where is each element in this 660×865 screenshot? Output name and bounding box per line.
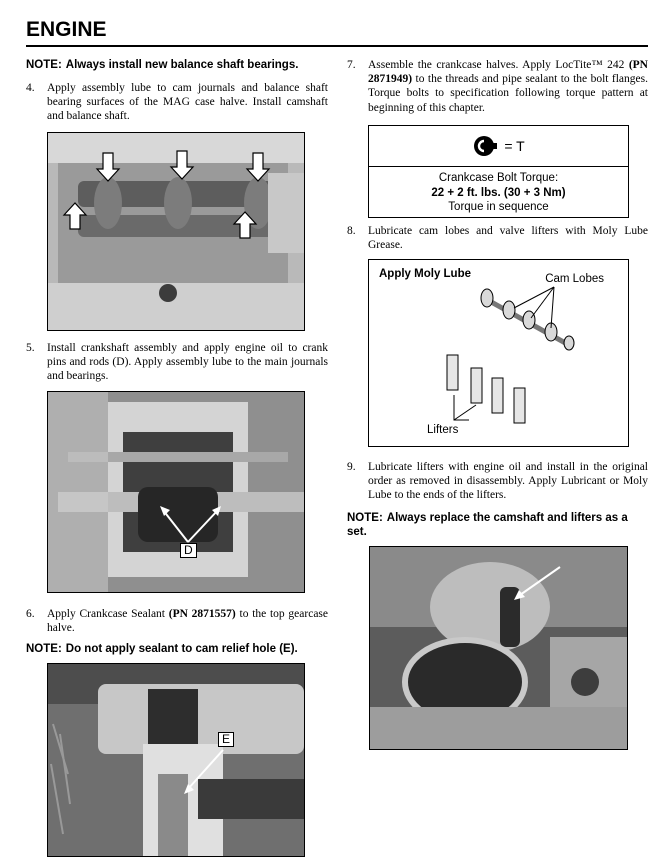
moly-lube-diagram: [368, 259, 629, 447]
torque-symbol-row: [369, 126, 628, 167]
right-column: [347, 58, 648, 115]
right-column-step9: [347, 460, 648, 539]
page-header: [26, 18, 648, 47]
torque-line-2: 22 + 2 ft. lbs. (30 + 3 Nm): [431, 186, 566, 199]
step-text: Assemble the crankcase halves. Apply LocTite™ 242: [368, 59, 629, 71]
step-9: [347, 460, 648, 503]
step-6: [26, 607, 328, 635]
step-4: [26, 81, 328, 124]
camshaft-lifters-drawing: [369, 260, 628, 446]
step-text: Lubricate cam lobes and valve lifters with Moly Lube Grease.: [368, 225, 648, 252]
torque-symbol-text: = T: [504, 138, 525, 154]
step-text: Install crankshaft assembly and apply engine oil to crank pins and rods (D). Apply assembly lube to the main journals and bearings.: [47, 342, 328, 383]
note-label: NOTE:: [26, 643, 62, 656]
cam-lobes-label: Cam Lobes: [545, 273, 604, 285]
step-7: [347, 58, 648, 115]
photo-gearcase-sealant: [47, 663, 305, 857]
note-text: Always install new balance shaft bearings.: [65, 59, 299, 71]
step-8: [347, 224, 648, 252]
torque-spec-text: [369, 167, 628, 215]
page-title: ENGINE: [26, 18, 107, 41]
step-text: Apply assembly lube to cam journals and balance shaft bearing surfaces of the MAG case halve. Install camshaft and balance shaft.: [47, 82, 328, 123]
step-5: [26, 341, 328, 384]
step-text-post: to the threads and pipe sealant to the bolt flanges. Torque bolts to specification following torque pattern at beginning of this chapter.: [368, 73, 648, 114]
step-number: 7.: [347, 59, 356, 71]
note-camshaft-lifters: [347, 511, 648, 539]
part-number: (PN 2871557): [168, 608, 236, 620]
callout-e: E: [218, 732, 234, 747]
left-column: [26, 58, 328, 124]
left-column-step6: [26, 607, 328, 656]
step-text: Apply Crankcase Sealant: [47, 608, 169, 620]
note-balance-shaft: [26, 58, 328, 72]
torque-wrench-icon: [472, 134, 498, 158]
header-rule: [26, 45, 648, 47]
step-number: 5.: [26, 342, 35, 354]
note-text: Do not apply sealant to cam relief hole (E).: [65, 643, 298, 656]
note-label: NOTE:: [347, 511, 383, 524]
step-number: 4.: [26, 82, 35, 94]
callout-d: D: [180, 543, 197, 558]
photo-lifter-installation: [369, 546, 628, 750]
photo-camshaft-balance-shaft: [47, 132, 305, 331]
photo-crankshaft-assembly: [47, 391, 305, 593]
moly-title: Apply Moly Lube: [379, 268, 471, 280]
note-label: NOTE:: [26, 59, 62, 71]
part-number: (PN 2871949): [368, 59, 648, 86]
note-text: Always replace the camshaft and lifters as a set.: [347, 511, 628, 538]
step-text-post: to the top gearcase halve.: [47, 608, 329, 635]
right-column-step8: [347, 224, 648, 252]
step-number: 8.: [347, 225, 356, 237]
step-number: 9.: [347, 461, 356, 473]
left-column-step5: [26, 341, 328, 384]
torque-line-3: Torque in sequence: [448, 201, 549, 213]
torque-spec-box: [368, 125, 629, 218]
torque-line-1: Crankcase Bolt Torque:: [438, 172, 559, 184]
step-number: 6.: [26, 608, 35, 620]
step-text: Lubricate lifters with engine oil and install in the original order as removed in disassembly. Apply Lubricant or Moly Lube to the ends of the lifters.: [368, 461, 648, 502]
lifters-label: Lifters: [427, 424, 459, 436]
note-cam-relief: [26, 642, 328, 656]
